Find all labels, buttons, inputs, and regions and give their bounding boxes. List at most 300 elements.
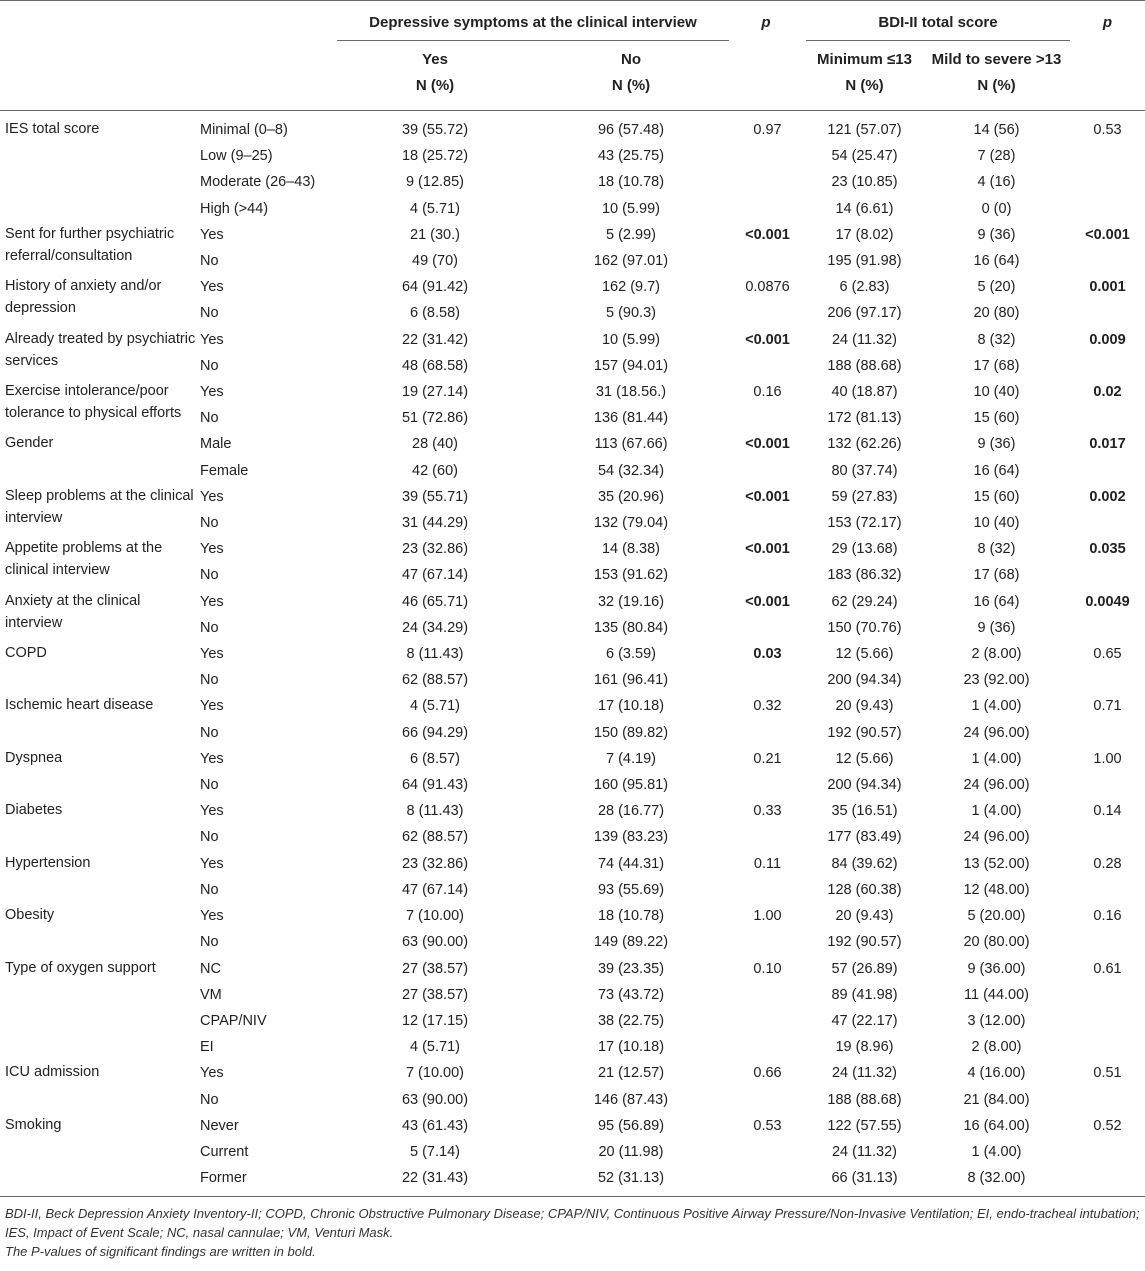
bdi-mild-severe-cell: 8 (32.00) bbox=[967, 1170, 1026, 1187]
empty-cell bbox=[729, 1165, 806, 1191]
variable-cell: Ischemic heart disease bbox=[5, 697, 154, 714]
yes-n-cell: 46 (65.71) bbox=[401, 593, 469, 610]
level-cell: No bbox=[200, 515, 219, 532]
yes-n-cell: 51 (72.86) bbox=[401, 410, 469, 427]
level-cell: No bbox=[200, 1091, 219, 1108]
table-row bbox=[0, 484, 1145, 510]
p-value-bdi-cell: 0.001 bbox=[1089, 279, 1126, 296]
level-cell: Current bbox=[200, 1143, 249, 1160]
bdi-mild-severe-cell: 8 (32) bbox=[977, 331, 1016, 348]
no-n-cell: 73 (43.72) bbox=[597, 986, 665, 1003]
bdi-minimum-cell: 84 (39.62) bbox=[831, 855, 898, 872]
no-n-cell: 28 (16.77) bbox=[597, 803, 665, 820]
p-value-depressive-cell: 0.53 bbox=[753, 1117, 782, 1134]
empty-cell bbox=[729, 615, 806, 641]
yes-n-cell: 23 (32.86) bbox=[401, 855, 469, 872]
col-min-header: Minimum ≤13 bbox=[817, 51, 912, 68]
group1-underline bbox=[337, 40, 729, 41]
no-n-cell: 21 (12.57) bbox=[597, 1065, 665, 1082]
bdi-mild-severe-cell: 24 (96.00) bbox=[963, 829, 1030, 846]
p-value-depressive-cell: <0.001 bbox=[745, 331, 790, 348]
level-cell: Yes bbox=[200, 384, 224, 401]
bdi-minimum-cell: 35 (16.51) bbox=[831, 803, 898, 820]
empty-cell bbox=[729, 300, 806, 326]
yes-n-cell: 4 (5.71) bbox=[410, 200, 460, 217]
no-n-cell: 14 (8.38) bbox=[601, 541, 661, 558]
no-n-cell: 160 (95.81) bbox=[593, 777, 669, 794]
bdi-mild-severe-cell: 12 (48.00) bbox=[963, 881, 1030, 898]
level-cell: Minimal (0–8) bbox=[200, 122, 288, 138]
bdi-mild-severe-cell: 14 (56) bbox=[973, 122, 1020, 138]
yes-n-cell: 22 (31.42) bbox=[401, 331, 469, 348]
p-value-depressive-cell: 1.00 bbox=[753, 908, 782, 925]
no-n-cell: 96 (57.48) bbox=[597, 122, 665, 138]
group2-header: BDI-II total score bbox=[878, 14, 998, 31]
table-row bbox=[0, 327, 1145, 353]
level-cell: Yes bbox=[200, 698, 224, 715]
p-value-depressive-cell: 0.16 bbox=[753, 384, 782, 401]
bdi-mild-severe-cell: 4 (16.00) bbox=[967, 1065, 1026, 1082]
p-value-bdi-cell: 0.61 bbox=[1093, 960, 1122, 977]
p-value-depressive-cell: 0.21 bbox=[753, 750, 782, 767]
bdi-mild-severe-cell: 4 (16) bbox=[977, 174, 1016, 191]
yes-n-cell: 43 (61.43) bbox=[401, 1117, 469, 1134]
table-row bbox=[0, 222, 1145, 248]
bdi-mild-severe-cell: 17 (68) bbox=[973, 567, 1020, 584]
table-row bbox=[0, 641, 1145, 667]
bdi-minimum-cell: 12 (5.66) bbox=[835, 646, 894, 663]
results-table-body bbox=[0, 117, 1145, 1191]
level-cell: No bbox=[200, 567, 219, 584]
group1-header: Depressive symptoms at the clinical interview bbox=[369, 14, 697, 31]
level-cell: NC bbox=[200, 960, 221, 977]
table-row bbox=[0, 1060, 1145, 1086]
bdi-mild-severe-cell: 10 (40) bbox=[973, 384, 1020, 401]
level-cell: No bbox=[200, 410, 219, 427]
bdi-minimum-cell: 59 (27.83) bbox=[831, 488, 898, 505]
no-n-cell: 161 (96.41) bbox=[593, 672, 669, 689]
level-cell: Yes bbox=[200, 646, 224, 663]
bdi-mild-severe-cell: 3 (12.00) bbox=[967, 1012, 1026, 1029]
bdi-minimum-cell: 19 (8.96) bbox=[835, 1039, 894, 1056]
level-cell: Yes bbox=[200, 331, 224, 348]
no-n-cell: 5 (90.3) bbox=[606, 305, 656, 322]
bdi-mild-severe-cell: 17 (68) bbox=[973, 357, 1020, 374]
bdi-mild-severe-cell: 5 (20) bbox=[977, 279, 1016, 296]
p-value-depressive-cell: 0.0876 bbox=[745, 279, 790, 296]
empty-cell bbox=[1070, 1087, 1145, 1113]
empty-cell bbox=[1070, 405, 1145, 431]
p-value-bdi-cell: 0.52 bbox=[1093, 1117, 1122, 1134]
bdi-minimum-cell: 183 (86.32) bbox=[827, 567, 902, 584]
bdi-mild-severe-cell: 1 (4.00) bbox=[971, 698, 1022, 715]
bdi-minimum-cell: 172 (81.13) bbox=[827, 410, 902, 427]
yes-n-cell: 6 (8.58) bbox=[410, 305, 460, 322]
bdi-minimum-cell: 80 (37.74) bbox=[831, 462, 898, 479]
variable-cell: ICU admission bbox=[5, 1064, 100, 1081]
level-cell: CPAP/NIV bbox=[200, 1012, 267, 1029]
level-cell: No bbox=[200, 357, 219, 374]
yes-n-cell: 12 (17.15) bbox=[401, 1012, 469, 1029]
no-n-cell: 5 (2.99) bbox=[606, 226, 656, 243]
variable-cell: Exercise intolerance/poor tolerance to physical efforts bbox=[5, 383, 182, 422]
bdi-mild-severe-cell: 9 (36) bbox=[977, 619, 1016, 636]
yes-n-cell: 28 (40) bbox=[412, 436, 458, 453]
table-row bbox=[0, 851, 1145, 877]
yes-n-cell: 8 (11.43) bbox=[406, 803, 464, 820]
level-cell: No bbox=[200, 724, 219, 741]
p-value-bdi-cell: 0.0049 bbox=[1085, 593, 1130, 610]
yes-n-cell: 48 (68.58) bbox=[401, 357, 469, 374]
bdi-mild-severe-cell: 21 (84.00) bbox=[963, 1091, 1030, 1108]
yes-n-cell: 39 (55.72) bbox=[401, 122, 469, 138]
table-row bbox=[0, 798, 1145, 824]
no-n-cell: 149 (89.22) bbox=[593, 934, 669, 951]
empty-cell bbox=[1070, 1034, 1145, 1060]
empty-cell bbox=[1070, 720, 1145, 746]
col-mild-n-header: N (%) bbox=[977, 77, 1016, 94]
bdi-mild-severe-cell: 10 (40) bbox=[973, 515, 1020, 532]
bdi-mild-severe-cell: 20 (80.00) bbox=[963, 934, 1030, 951]
empty-cell bbox=[1070, 824, 1145, 850]
level-cell: Yes bbox=[200, 593, 224, 610]
bdi-minimum-cell: 177 (83.49) bbox=[827, 829, 902, 846]
empty-cell bbox=[1070, 877, 1145, 903]
bdi-minimum-cell: 206 (97.17) bbox=[827, 305, 902, 322]
empty-cell bbox=[729, 824, 806, 850]
empty-cell bbox=[729, 982, 806, 1008]
bdi-mild-severe-cell: 5 (20.00) bbox=[967, 908, 1026, 925]
bdi-minimum-cell: 122 (57.55) bbox=[827, 1117, 902, 1134]
p-value-bdi-cell: 0.28 bbox=[1093, 855, 1122, 872]
no-n-cell: 74 (44.31) bbox=[597, 855, 665, 872]
empty-cell bbox=[729, 196, 806, 222]
col-mild-header: Mild to severe >13 bbox=[931, 51, 1062, 68]
bdi-minimum-cell: 195 (91.98) bbox=[827, 253, 902, 270]
table-row bbox=[0, 903, 1145, 929]
no-n-cell: 150 (89.82) bbox=[593, 724, 669, 741]
bdi-mild-severe-cell: 0 (0) bbox=[981, 200, 1012, 217]
empty-cell bbox=[729, 169, 806, 195]
no-n-cell: 20 (11.98) bbox=[598, 1143, 664, 1160]
yes-n-cell: 49 (70) bbox=[412, 253, 458, 270]
level-cell: Never bbox=[200, 1117, 239, 1134]
col-yes-n-header: N (%) bbox=[415, 77, 455, 94]
level-cell: No bbox=[200, 777, 219, 794]
empty-cell bbox=[1070, 1165, 1145, 1191]
empty-cell bbox=[729, 353, 806, 379]
bdi-minimum-cell: 14 (6.61) bbox=[835, 200, 894, 217]
variable-cell: Type of oxygen support bbox=[5, 959, 156, 976]
footnote-significance: The P-values of significant findings are written in bold. bbox=[5, 1244, 316, 1259]
footnote-abbreviations: BDI-II, Beck Depression Anxiety Inventory-II; COPD, Chronic Obstructive Pulmonary Disease; CPAP/NIV, Continuous Positive Airway Pressure/Non-Invasive Ventilation; EI, endo-tracheal intubation; IES, Impact of Event Scale; NC, nasal cannulae; VM, Venturi Mask. bbox=[5, 1206, 1140, 1240]
empty-cell bbox=[1070, 353, 1145, 379]
yes-n-cell: 23 (32.86) bbox=[401, 541, 469, 558]
level-cell: No bbox=[200, 253, 219, 270]
empty-cell bbox=[729, 1139, 806, 1165]
bdi-minimum-cell: 192 (90.57) bbox=[827, 724, 902, 741]
variable-cell: Dyspnea bbox=[5, 749, 63, 766]
p-header-1: p bbox=[761, 14, 771, 31]
variable-cell: COPD bbox=[5, 645, 47, 662]
empty-cell bbox=[729, 562, 806, 588]
yes-n-cell: 64 (91.43) bbox=[401, 777, 469, 794]
bdi-mild-severe-cell: 1 (4.00) bbox=[971, 803, 1022, 820]
table-row bbox=[0, 693, 1145, 719]
level-cell: Yes bbox=[200, 488, 224, 505]
table-row bbox=[0, 746, 1145, 772]
bdi-mild-severe-cell: 16 (64.00) bbox=[963, 1117, 1030, 1134]
variable-cell: Hypertension bbox=[5, 854, 91, 871]
empty-cell bbox=[729, 877, 806, 903]
variable-cell: Sleep problems at the clinical interview bbox=[5, 487, 194, 526]
bdi-mild-severe-cell: 9 (36) bbox=[977, 436, 1016, 453]
bdi-minimum-cell: 153 (72.17) bbox=[827, 515, 902, 532]
no-n-cell: 132 (79.04) bbox=[593, 515, 669, 532]
bdi-minimum-cell: 132 (62.26) bbox=[827, 436, 902, 453]
p-value-bdi-cell: <0.001 bbox=[1085, 226, 1130, 243]
p-value-depressive-cell: <0.001 bbox=[745, 436, 790, 453]
bdi-minimum-cell: 200 (94.34) bbox=[827, 777, 902, 794]
level-cell: Yes bbox=[200, 541, 224, 558]
p-value-depressive-cell: 0.97 bbox=[753, 122, 782, 138]
yes-n-cell: 31 (44.29) bbox=[401, 515, 469, 532]
no-n-cell: 18 (10.78) bbox=[597, 174, 665, 191]
yes-n-cell: 62 (88.57) bbox=[401, 829, 469, 846]
empty-cell bbox=[729, 510, 806, 536]
no-n-cell: 135 (80.84) bbox=[593, 619, 669, 636]
empty-cell bbox=[1070, 458, 1145, 484]
bdi-minimum-cell: 150 (70.76) bbox=[827, 619, 902, 636]
yes-n-cell: 6 (8.57) bbox=[410, 750, 460, 767]
level-cell: Yes bbox=[200, 1065, 224, 1082]
p-value-depressive-cell: 0.10 bbox=[753, 960, 782, 977]
empty-cell bbox=[1070, 929, 1145, 955]
p-value-bdi-cell: 1.00 bbox=[1093, 750, 1122, 767]
level-cell: No bbox=[200, 305, 219, 322]
empty-cell bbox=[1070, 248, 1145, 274]
empty-cell bbox=[1070, 300, 1145, 326]
variable-cell: Already treated by psychiatric services bbox=[5, 330, 196, 369]
bdi-mild-severe-cell: 1 (4.00) bbox=[971, 1143, 1022, 1160]
col-min-n-header: N (%) bbox=[845, 77, 884, 94]
empty-cell bbox=[1070, 1008, 1145, 1034]
no-n-cell: 10 (5.99) bbox=[601, 200, 661, 217]
level-cell: No bbox=[200, 672, 219, 689]
bdi-mild-severe-cell: 9 (36) bbox=[977, 226, 1016, 243]
no-n-cell: 17 (10.18) bbox=[597, 1039, 665, 1056]
bdi-minimum-cell: 29 (13.68) bbox=[831, 541, 898, 558]
level-cell: Former bbox=[200, 1170, 247, 1187]
no-n-cell: 162 (9.7) bbox=[601, 279, 661, 296]
top-rule bbox=[0, 0, 1145, 1]
p-value-depressive-cell: 0.03 bbox=[753, 646, 782, 663]
level-cell: Yes bbox=[200, 803, 224, 820]
no-n-cell: 153 (91.62) bbox=[593, 567, 669, 584]
empty-cell bbox=[729, 1034, 806, 1060]
empty-cell bbox=[729, 248, 806, 274]
p-value-bdi-cell: 0.017 bbox=[1089, 436, 1126, 453]
table-row bbox=[0, 274, 1145, 300]
p-value-bdi-cell: 0.035 bbox=[1089, 541, 1126, 558]
p-value-depressive-cell: <0.001 bbox=[745, 593, 790, 610]
level-cell: No bbox=[200, 619, 219, 636]
variable-cell: Gender bbox=[5, 435, 54, 452]
bdi-minimum-cell: 12 (5.66) bbox=[835, 750, 894, 767]
no-n-cell: 31 (18.56.) bbox=[595, 384, 667, 401]
empty-cell bbox=[1070, 562, 1145, 588]
p-value-depressive-cell: <0.001 bbox=[745, 541, 790, 558]
bdi-mild-severe-cell: 16 (64) bbox=[973, 593, 1020, 610]
level-cell: Yes bbox=[200, 750, 224, 767]
variable-cell: Diabetes bbox=[5, 802, 63, 819]
level-cell: Yes bbox=[200, 226, 224, 243]
bdi-minimum-cell: 188 (88.68) bbox=[827, 357, 902, 374]
level-cell: No bbox=[200, 829, 219, 846]
p-header-2: p bbox=[1102, 14, 1113, 31]
bdi-minimum-cell: 6 (2.83) bbox=[839, 279, 890, 296]
yes-n-cell: 47 (67.14) bbox=[401, 567, 469, 584]
empty-cell bbox=[729, 1087, 806, 1113]
bdi-mild-severe-cell: 16 (64) bbox=[973, 253, 1020, 270]
bdi-minimum-cell: 89 (41.98) bbox=[831, 986, 898, 1003]
no-n-cell: 136 (81.44) bbox=[593, 410, 669, 427]
empty-cell bbox=[1070, 143, 1145, 169]
no-n-cell: 162 (97.01) bbox=[593, 253, 669, 270]
variable-cell: Anxiety at the clinical interview bbox=[5, 592, 141, 631]
empty-cell bbox=[1070, 1139, 1145, 1165]
bdi-mild-severe-cell: 24 (96.00) bbox=[963, 777, 1030, 794]
col-no-header: No bbox=[621, 51, 641, 68]
bdi-mild-severe-cell: 9 (36.00) bbox=[967, 960, 1026, 977]
variable-cell: Smoking bbox=[5, 1116, 62, 1133]
yes-n-cell: 27 (38.57) bbox=[401, 986, 469, 1003]
bdi-minimum-cell: 121 (57.07) bbox=[827, 122, 902, 138]
yes-n-cell: 7 (10.00) bbox=[405, 1065, 465, 1082]
yes-n-cell: 19 (27.14) bbox=[401, 384, 469, 401]
bdi-mild-severe-cell: 20 (80) bbox=[973, 305, 1020, 322]
bdi-mild-severe-cell: 2 (8.00) bbox=[971, 646, 1022, 663]
bdi-minimum-cell: 54 (25.47) bbox=[831, 148, 898, 165]
p-value-bdi-cell: 0.02 bbox=[1093, 384, 1122, 401]
p-value-depressive-cell: <0.001 bbox=[745, 226, 790, 243]
bdi-mild-severe-cell: 7 (28) bbox=[977, 148, 1016, 165]
table-row bbox=[0, 589, 1145, 615]
p-value-bdi-cell: 0.51 bbox=[1093, 1065, 1122, 1082]
yes-n-cell: 7 (10.00) bbox=[405, 908, 465, 925]
yes-n-cell: 47 (67.14) bbox=[401, 881, 469, 898]
level-cell: Female bbox=[200, 462, 249, 479]
bdi-minimum-cell: 40 (18.87) bbox=[831, 384, 898, 401]
level-cell: No bbox=[200, 934, 219, 951]
no-n-cell: 7 (4.19) bbox=[606, 750, 656, 767]
bdi-minimum-cell: 62 (29.24) bbox=[831, 593, 898, 610]
no-n-cell: 39 (23.35) bbox=[597, 960, 665, 977]
p-value-depressive-cell: <0.001 bbox=[745, 488, 790, 505]
bdi-minimum-cell: 128 (60.38) bbox=[827, 881, 902, 898]
bottom-rule bbox=[0, 1196, 1145, 1197]
bdi-mild-severe-cell: 15 (60) bbox=[973, 410, 1020, 427]
p-value-depressive-cell: 0.32 bbox=[753, 698, 782, 715]
empty-cell bbox=[1070, 667, 1145, 693]
no-n-cell: 146 (87.43) bbox=[593, 1091, 669, 1108]
level-cell: Yes bbox=[200, 908, 224, 925]
no-n-cell: 17 (10.18) bbox=[597, 698, 665, 715]
table-row bbox=[0, 956, 1145, 982]
variable-cell: Obesity bbox=[5, 907, 55, 924]
variable-cell: Sent for further psychiatric referral/consultation bbox=[5, 225, 175, 264]
empty-cell bbox=[729, 667, 806, 693]
table-row bbox=[0, 431, 1145, 457]
yes-n-cell: 63 (90.00) bbox=[401, 934, 469, 951]
table-row bbox=[0, 1113, 1145, 1139]
level-cell: No bbox=[200, 881, 219, 898]
empty-cell bbox=[729, 720, 806, 746]
p-value-bdi-cell: 0.65 bbox=[1093, 646, 1122, 663]
bdi-mild-severe-cell: 16 (64) bbox=[973, 462, 1020, 479]
bdi-minimum-cell: 188 (88.68) bbox=[827, 1091, 902, 1108]
variable-cell: Appetite problems at the clinical interview bbox=[5, 540, 163, 579]
group2-underline bbox=[806, 40, 1070, 41]
empty-cell bbox=[1070, 772, 1145, 798]
yes-n-cell: 8 (11.43) bbox=[406, 646, 464, 663]
bdi-minimum-cell: 20 (9.43) bbox=[835, 698, 894, 715]
bdi-minimum-cell: 24 (11.32) bbox=[831, 1143, 898, 1160]
level-cell: EI bbox=[200, 1039, 214, 1056]
no-n-cell: 93 (55.69) bbox=[597, 881, 665, 898]
no-n-cell: 38 (22.75) bbox=[597, 1012, 665, 1029]
no-n-cell: 113 (67.66) bbox=[594, 436, 668, 453]
bdi-mild-severe-cell: 24 (96.00) bbox=[963, 724, 1030, 741]
bdi-minimum-cell: 57 (26.89) bbox=[831, 960, 898, 977]
empty-cell bbox=[729, 1008, 806, 1034]
empty-cell bbox=[1070, 615, 1145, 641]
results-table bbox=[0, 117, 1145, 1191]
level-cell: Yes bbox=[200, 279, 224, 296]
no-n-cell: 43 (25.75) bbox=[597, 148, 665, 165]
p-value-bdi-cell: 0.002 bbox=[1089, 488, 1126, 505]
no-n-cell: 35 (20.96) bbox=[597, 488, 665, 505]
level-cell: Male bbox=[200, 436, 232, 453]
table-footnote bbox=[5, 1204, 1140, 1261]
variable-cell: IES total score bbox=[5, 121, 100, 137]
no-n-cell: 6 (3.59) bbox=[606, 646, 656, 663]
empty-cell bbox=[729, 405, 806, 431]
variable-cell: History of anxiety and/or depression bbox=[5, 278, 162, 317]
bdi-mild-severe-cell: 11 (44.00) bbox=[963, 986, 1030, 1003]
p-value-depressive-cell: 0.33 bbox=[753, 803, 782, 820]
p-value-bdi-cell: 0.53 bbox=[1093, 122, 1122, 138]
no-n-cell: 10 (5.99) bbox=[601, 331, 661, 348]
yes-n-cell: 66 (94.29) bbox=[401, 724, 469, 741]
yes-n-cell: 39 (55.71) bbox=[401, 488, 469, 505]
level-cell: VM bbox=[200, 986, 222, 1003]
col-yes-header: Yes bbox=[422, 51, 448, 68]
bdi-mild-severe-cell: 1 (4.00) bbox=[971, 750, 1022, 767]
bdi-mild-severe-cell: 15 (60) bbox=[973, 488, 1020, 505]
bdi-minimum-cell: 47 (22.17) bbox=[831, 1012, 898, 1029]
level-cell: Low (9–25) bbox=[200, 148, 273, 165]
no-n-cell: 157 (94.01) bbox=[593, 357, 669, 374]
bdi-minimum-cell: 23 (10.85) bbox=[831, 174, 898, 191]
p-value-bdi-cell: 0.71 bbox=[1093, 698, 1122, 715]
no-n-cell: 95 (56.89) bbox=[597, 1117, 665, 1134]
yes-n-cell: 64 (91.42) bbox=[401, 279, 469, 296]
col-no-n-header: N (%) bbox=[611, 77, 651, 94]
yes-n-cell: 24 (34.29) bbox=[401, 619, 469, 636]
empty-cell bbox=[1070, 982, 1145, 1008]
yes-n-cell: 18 (25.72) bbox=[401, 148, 469, 165]
